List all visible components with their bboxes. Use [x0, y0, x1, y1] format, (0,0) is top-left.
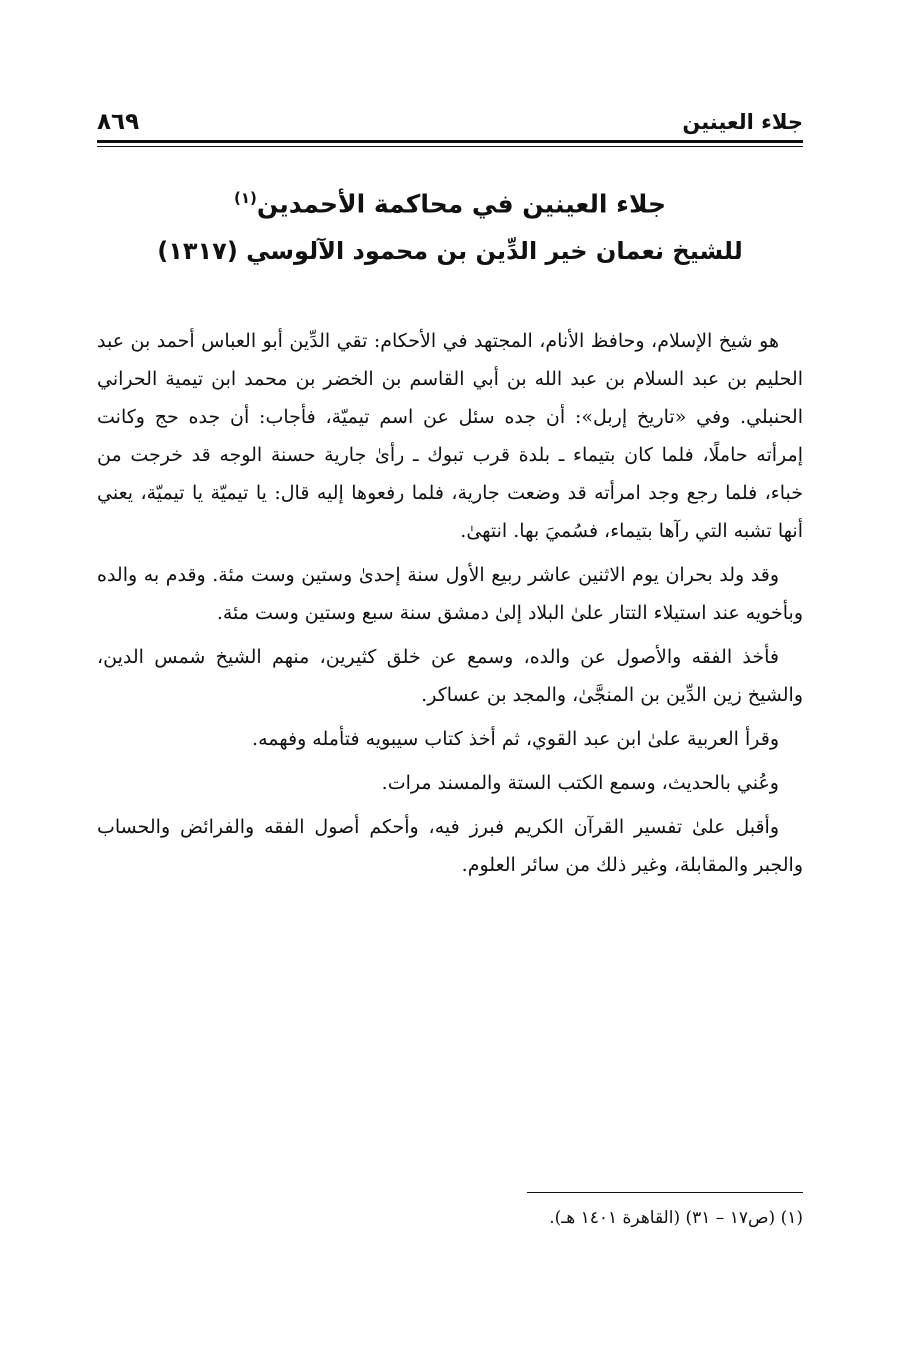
body-text [97, 322, 803, 890]
main-title [97, 175, 803, 227]
paragraph: وقد ولد بحران يوم الاثنين عاشر ربيع الأول سنة إحدىٰ وستين وست مئة. وقدم به والده وبأخويه عند استيلاء التتار علىٰ البلاد إلىٰ دمشق سنة سبع وستين وست مئة. [97, 564, 803, 624]
header-rule-thin [97, 146, 803, 147]
page-number: ٨٦٩ [97, 109, 140, 135]
page-header [97, 108, 803, 138]
running-title: جلاء العينين [682, 110, 803, 134]
paragraph: هو شيخ الإسلام، وحافظ الأنام، المجتهد في الأحكام: تقي الدِّين أبو العباس أحمد بن عبد الحليم بن عبد السلام بن عبد الله بن أبي القاسم بن الخضر بن محمد ابن تيمية الحراني الحنبلي. وفي «تاريخ إربل»: أن جده سئل عن اسم تيميّة، فأجاب: أن جده حج وكانت إمرأته حاملًا، فلما كان بتيماء ـ بلدة قرب تبوك ـ رأىٰ جارية حسنة الوجه قد خرجت من خباء، فلما رجع وجد امرأته قد وضعت جارية، فلما رفعوها إليه قال: يا تيميّة يا تيميّة، يعني أنها تشبه التي رآها بتيماء، فسُميَ بها. انتهىٰ. [97, 330, 803, 542]
paragraph: وعُني بالحديث، وسمع الكتب الستة والمسند مرات. [381, 772, 779, 794]
header-rule [97, 140, 803, 143]
footnote-marker: (١) [234, 189, 257, 207]
subtitle: للشيخ نعمان خير الدِّين بن محمود الآلوسي (١٣١٧) [157, 237, 743, 266]
paragraph: وقرأ العربية علىٰ ابن عبد القوي، ثم أخذ كتاب سيبويه فتأمله وفهمه. [252, 728, 779, 750]
paragraph: فأخذ الفقه والأصول عن والده، وسمع عن خلق كثيرين، منهم الشيخ شمس الدين، والشيخ زين الدِّين بن المنجَّىٰ، والمجد بن عساكر. [97, 646, 803, 706]
footnote: (١) (ص١٧ – ٣١) (القاهرة ١٤٠١ هـ). [549, 1208, 803, 1228]
paragraph: وأقبل علىٰ تفسير القرآن الكريم فبرز فيه، وأحكم أصول الفقه والفرائض والحساب والجبر والمقابلة، وغير ذلك من سائر العلوم. [97, 816, 803, 876]
title-block [97, 175, 803, 275]
main-title-text: جلاء العينين في محاكمة الأحمدين [256, 189, 666, 219]
footnote-rule [527, 1192, 803, 1193]
